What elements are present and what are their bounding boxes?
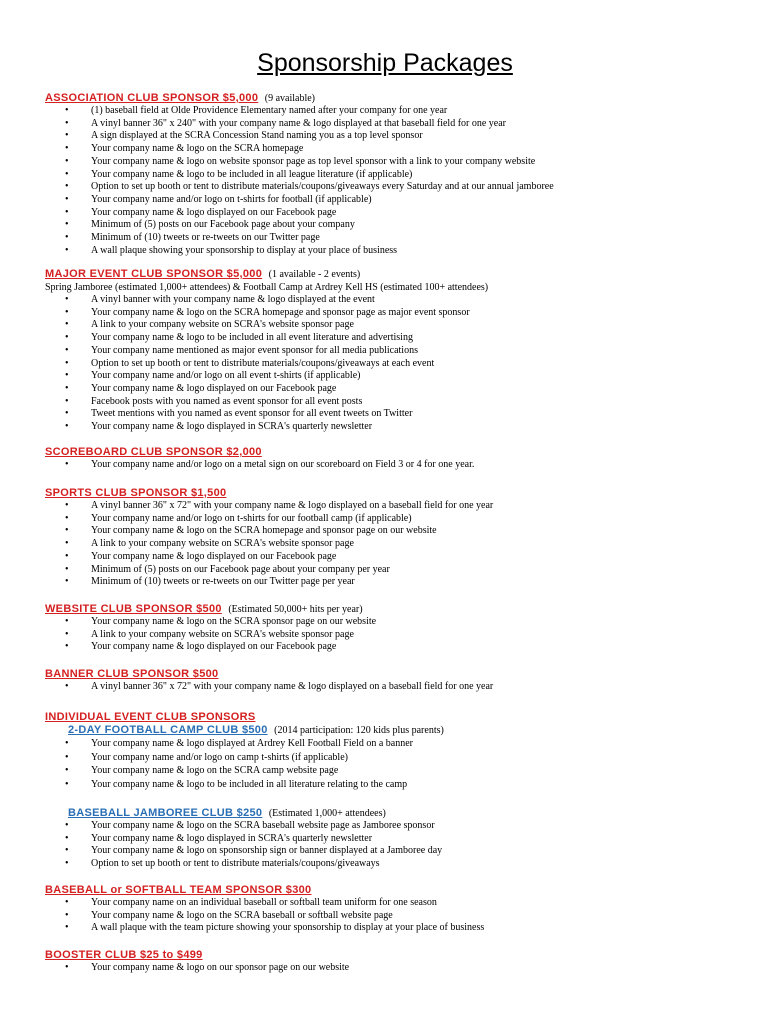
section-note: (9 available) — [264, 93, 316, 104]
list-item: • Your company name & logo to be included in all literature relating to the camp — [45, 779, 745, 792]
section-heading: SCOREBOARD CLUB SPONSOR $2,000 — [45, 446, 262, 458]
subsection-football-camp — [68, 724, 745, 737]
section-scoreboard — [45, 446, 745, 472]
list-item: • Your company name and/or logo on t-shirts for football (if applicable) — [45, 194, 745, 207]
list-item: • A vinyl banner 36" x 72" with your company name & logo displayed on a baseball field for one year — [45, 681, 745, 694]
list-item: • A wall plaque showing your sponsorship to display at your place of business — [45, 245, 745, 258]
list-item: • Your company name & logo on our sponsor page on our website — [45, 962, 745, 975]
bullet-list — [45, 820, 745, 871]
section-major-event — [45, 268, 745, 434]
section-heading: INDIVIDUAL EVENT CLUB SPONSORS — [45, 711, 256, 723]
subsection-heading: BASEBALL JAMBOREE CLUB $250 — [68, 807, 263, 819]
list-item: • A wall plaque with the team picture showing your sponsorship to display at your place of business — [45, 922, 745, 935]
list-item: • Your company name & logo on the SCRA camp website page — [45, 765, 745, 778]
list-item: • Your company name & logo displayed on our Facebook page — [45, 641, 745, 654]
list-item: • Your company name & logo on the SCRA sponsor page on our website — [45, 616, 745, 629]
subsection-heading: 2-DAY FOOTBALL CAMP CLUB $500 — [68, 724, 268, 736]
bullet-list — [45, 500, 745, 589]
section-website — [45, 603, 745, 654]
list-item: • Your company name and/or logo on a metal sign on our scoreboard on Field 3 or 4 for one year. — [45, 459, 745, 472]
bullet-list — [45, 294, 745, 434]
section-note: (1 available - 2 events) — [268, 269, 361, 280]
bullet-list — [45, 616, 745, 654]
list-item: • A link to your company website on SCRA's website sponsor page — [45, 319, 745, 332]
list-item: • Your company name & logo displayed on our Facebook page — [45, 207, 745, 220]
list-item: • Your company name and/or logo on t-shirts for our football camp (if applicable) — [45, 513, 745, 526]
subsection-baseball-jamboree — [68, 807, 745, 820]
section-heading: WEBSITE CLUB SPONSOR $500 — [45, 603, 222, 615]
list-item: • Your company name and/or logo on all event t-shirts (if applicable) — [45, 370, 745, 383]
list-item: • A link to your company website on SCRA's website sponsor page — [45, 538, 745, 551]
bullet-list — [45, 681, 745, 694]
list-item: • Your company name mentioned as major event sponsor for all media publications — [45, 345, 745, 358]
section-jamboree — [45, 807, 745, 871]
section-individual-events — [45, 711, 745, 792]
list-item: • Your company name & logo on the SCRA homepage and sponsor page on our website — [45, 525, 745, 538]
section-team-sponsor — [45, 884, 745, 935]
list-item: • Your company name & logo displayed in SCRA's quarterly newsletter — [45, 833, 745, 846]
list-item: • Minimum of (10) tweets or re-tweets on our Twitter page — [45, 232, 745, 245]
page-title: Sponsorship Packages — [257, 49, 513, 77]
subsection-note: (Estimated 1,000+ attendees) — [268, 808, 386, 819]
list-item: • Minimum of (10) tweets or re-tweets on our Twitter page per year — [45, 576, 745, 589]
list-item: • Your company name & logo on the SCRA baseball website page as Jamboree sponsor — [45, 820, 745, 833]
section-note: (Estimated 50,000+ hits per year) — [228, 604, 363, 615]
list-item: • Option to set up booth or tent to distribute materials/coupons/giveaways every Saturday and at our annual jamboree — [45, 181, 745, 194]
section-heading: SPORTS CLUB SPONSOR $1,500 — [45, 487, 227, 499]
list-item: • (1) baseball field at Olde Providence Elementary named after your company for one year — [45, 105, 745, 118]
section-heading: MAJOR EVENT CLUB SPONSOR $5,000 — [45, 268, 263, 280]
list-item: • Option to set up booth or tent to distribute materials/coupons/giveaways — [45, 858, 745, 871]
list-item: • Facebook posts with you named as event sponsor for all event posts — [45, 396, 745, 409]
subsection-note: (2014 participation: 120 kids plus parents) — [274, 725, 444, 736]
bullet-list — [45, 962, 745, 975]
section-banner — [45, 668, 745, 694]
section-heading: BANNER CLUB SPONSOR $500 — [45, 668, 219, 680]
section-heading: BOOSTER CLUB $25 to $499 — [45, 949, 203, 961]
list-item: • Option to set up booth or tent to distribute materials/coupons/giveaways at each event — [45, 358, 745, 371]
section-subtext: Spring Jamboree (estimated 1,000+ attendees) & Football Camp at Ardrey Kell HS (estimated 100+ attendees) — [45, 282, 489, 293]
list-item: • Your company name & logo displayed at Ardrey Kell Football Field on a banner — [45, 738, 745, 751]
list-item: • Your company name & logo displayed in SCRA's quarterly newsletter — [45, 421, 745, 434]
bullet-list — [45, 459, 745, 472]
list-item: • Your company name & logo displayed on our Facebook page — [45, 383, 745, 396]
list-item: • Your company name on an individual baseball or softball team uniform for one season — [45, 897, 745, 910]
section-sports — [45, 487, 745, 589]
list-item: • Minimum of (5) posts on our Facebook page about your company — [45, 219, 745, 232]
list-item: • Your company name & logo on sponsorship sign or banner displayed at a Jamboree day — [45, 845, 745, 858]
list-item: • Your company name & logo on the SCRA homepage — [45, 143, 745, 156]
list-item: • A vinyl banner 36" x 72" with your company name & logo displayed on a baseball field for one year — [45, 500, 745, 513]
bullet-list — [45, 105, 745, 257]
list-item: • A vinyl banner 36" x 240" with your company name & logo displayed at that baseball field for one year — [45, 118, 745, 131]
list-item: • Your company name & logo to be included in all league literature (if applicable) — [45, 169, 745, 182]
bullet-list — [45, 897, 745, 935]
bullet-list — [45, 738, 745, 792]
list-item: • Your company name and/or logo on camp t-shirts (if applicable) — [45, 752, 745, 765]
list-item: • Your company name & logo to be included in all event literature and advertising — [45, 332, 745, 345]
list-item: • Your company name & logo on website sponsor page as top level sponsor with a link to your company website — [45, 156, 745, 169]
list-item: • Your company name & logo on the SCRA baseball or softball website page — [45, 910, 745, 923]
list-item: • Minimum of (5) posts on our Facebook page about your company per year — [45, 564, 745, 577]
list-item: • Your company name & logo displayed on our Facebook page — [45, 551, 745, 564]
section-heading: ASSOCIATION CLUB SPONSOR $5,000 — [45, 92, 259, 104]
list-item: • Your company name & logo on the SCRA homepage and sponsor page as major event sponsor — [45, 307, 745, 320]
section-booster — [45, 949, 745, 975]
list-item: • Tweet mentions with you named as event sponsor for all event tweets on Twitter — [45, 408, 745, 421]
section-heading: BASEBALL or SOFTBALL TEAM SPONSOR $300 — [45, 884, 312, 896]
list-item: • A sign displayed at the SCRA Concession Stand naming you as a top level sponsor — [45, 130, 745, 143]
list-item: • A link to your company website on SCRA's website sponsor page — [45, 629, 745, 642]
list-item: • A vinyl banner with your company name & logo displayed at the event — [45, 294, 745, 307]
section-association — [45, 92, 745, 257]
